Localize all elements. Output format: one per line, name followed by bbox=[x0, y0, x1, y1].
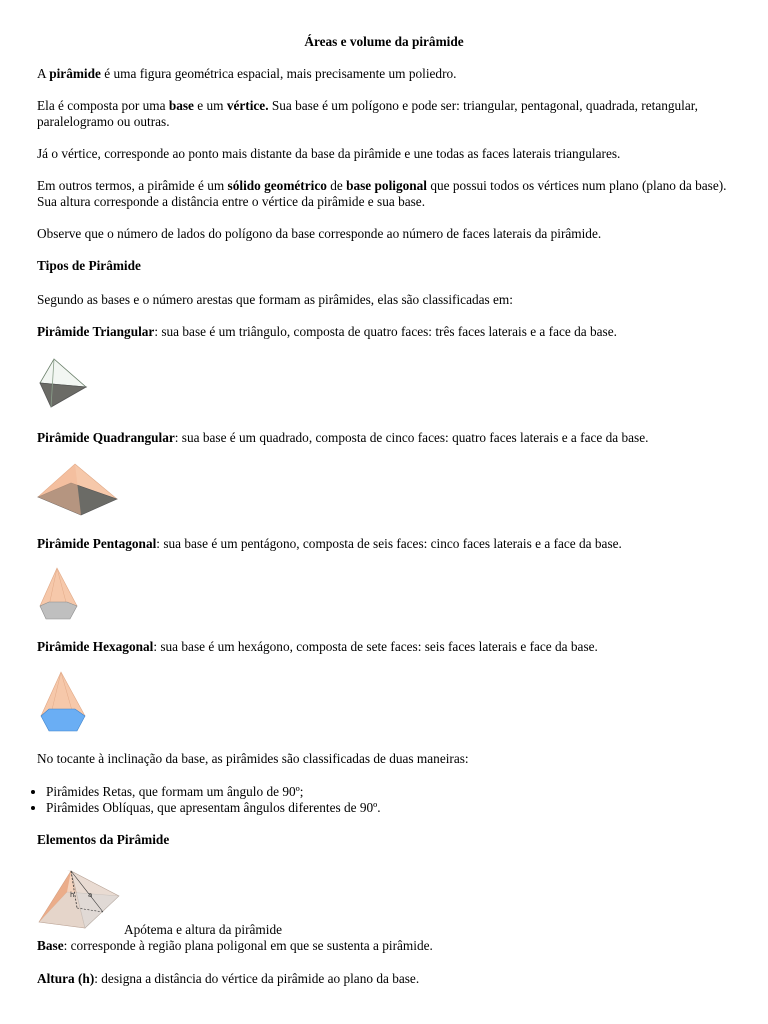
text: : sua base é um pentágono, composta de seis faces: cinco faces laterais e a face da base. bbox=[156, 536, 622, 551]
text: Sua base é um polígono e pode ser: triangular, pentagonal, quadrada, retangular, paralelogramo ou outras. bbox=[37, 98, 698, 129]
text: : sua base é um hexágono, composta de sete faces: seis faces laterais e face da base. bbox=[153, 639, 598, 654]
bold-term: Base bbox=[37, 938, 64, 953]
paragraph-base bbox=[37, 938, 727, 954]
paragraph-inclinacao: No tocante à inclinação da base, as pirâmides são classificadas de duas maneiras: bbox=[37, 751, 469, 766]
triangular-pyramid-figure bbox=[37, 356, 91, 410]
bold-term: Pirâmide Quadrangular bbox=[37, 430, 175, 445]
paragraph-solid bbox=[37, 178, 727, 210]
bold-term: Altura (h) bbox=[37, 971, 95, 986]
pentagonal-pyramid-figure bbox=[37, 566, 81, 622]
text: : designa a distância do vértice da pirâmide ao plano da base. bbox=[94, 971, 420, 986]
paragraph-sides: Observe que o número de lados do polígono da base corresponde ao número de faces laterais da pirâmide. bbox=[37, 226, 602, 241]
heading-tipos: Tipos de Pirâmide bbox=[37, 258, 141, 273]
pyramid-elements-figure bbox=[37, 864, 123, 934]
height-label: h bbox=[70, 891, 75, 899]
hexagonal-pyramid-figure bbox=[37, 670, 89, 734]
text: e um bbox=[193, 98, 227, 113]
paragraph-definition bbox=[37, 66, 727, 82]
list-item: • Pirâmides Retas, que formam um ângulo de 90º; bbox=[46, 784, 726, 800]
bold-term: sólido geométrico bbox=[227, 178, 327, 193]
text: Ela é composta por uma bbox=[37, 98, 169, 113]
text: Em outros termos, a pirâmide é um bbox=[37, 178, 228, 193]
item-triangular bbox=[37, 324, 727, 340]
text: A bbox=[37, 66, 50, 81]
text: que possui todos os vértices num plano (plano da base). Sua altura corresponde a distância entre o vértice da pirâmide e sua base. bbox=[37, 178, 727, 209]
bold-term: base poligonal bbox=[346, 178, 428, 193]
paragraph-vertex: Já o vértice, corresponde ao ponto mais distante da base da pirâmide e une todas as faces laterais triangulares. bbox=[37, 146, 621, 161]
quadrangular-pyramid-figure bbox=[37, 462, 121, 518]
bold-term: pirâmide bbox=[49, 66, 101, 81]
text: : sua base é um quadrado, composta de cinco faces: quatro faces laterais e a face da base. bbox=[174, 430, 649, 445]
bold-term: Pirâmide Pentagonal bbox=[37, 536, 157, 551]
item-quadrangular bbox=[37, 430, 727, 446]
bold-term: Pirâmide Hexagonal bbox=[37, 639, 154, 654]
text: : corresponde à região plana poligonal em que se sustenta a pirâmide. bbox=[63, 938, 433, 953]
item-pentagonal bbox=[37, 536, 727, 552]
item-hexagonal bbox=[37, 639, 727, 655]
heading-elementos: Elementos da Pirâmide bbox=[37, 832, 170, 847]
text: de bbox=[326, 178, 347, 193]
text: é uma figura geométrica espacial, mais precisamente um poliedro. bbox=[100, 66, 457, 81]
paragraph-composition bbox=[37, 98, 727, 130]
figure-caption: Apótema e altura da pirâmide bbox=[124, 922, 283, 937]
bold-term: Pirâmide Triangular bbox=[37, 324, 155, 339]
list-item: • Pirâmides Oblíquas, que apresentam ângulos diferentes de 90º. bbox=[46, 800, 726, 816]
bold-term: vértice. bbox=[226, 98, 269, 113]
text: : sua base é um triângulo, composta de quatro faces: três faces laterais e a face da base. bbox=[154, 324, 617, 339]
paragraph-tipos-lead: Segundo as bases e o número arestas que formam as pirâmides, elas são classificadas em: bbox=[37, 292, 513, 307]
inclinacao-list bbox=[0, 784, 726, 816]
paragraph-altura bbox=[37, 971, 727, 987]
apothem-label: a bbox=[88, 891, 93, 899]
page-title: Áreas e volume da pirâmide bbox=[304, 34, 464, 49]
bold-term: base bbox=[168, 98, 194, 113]
